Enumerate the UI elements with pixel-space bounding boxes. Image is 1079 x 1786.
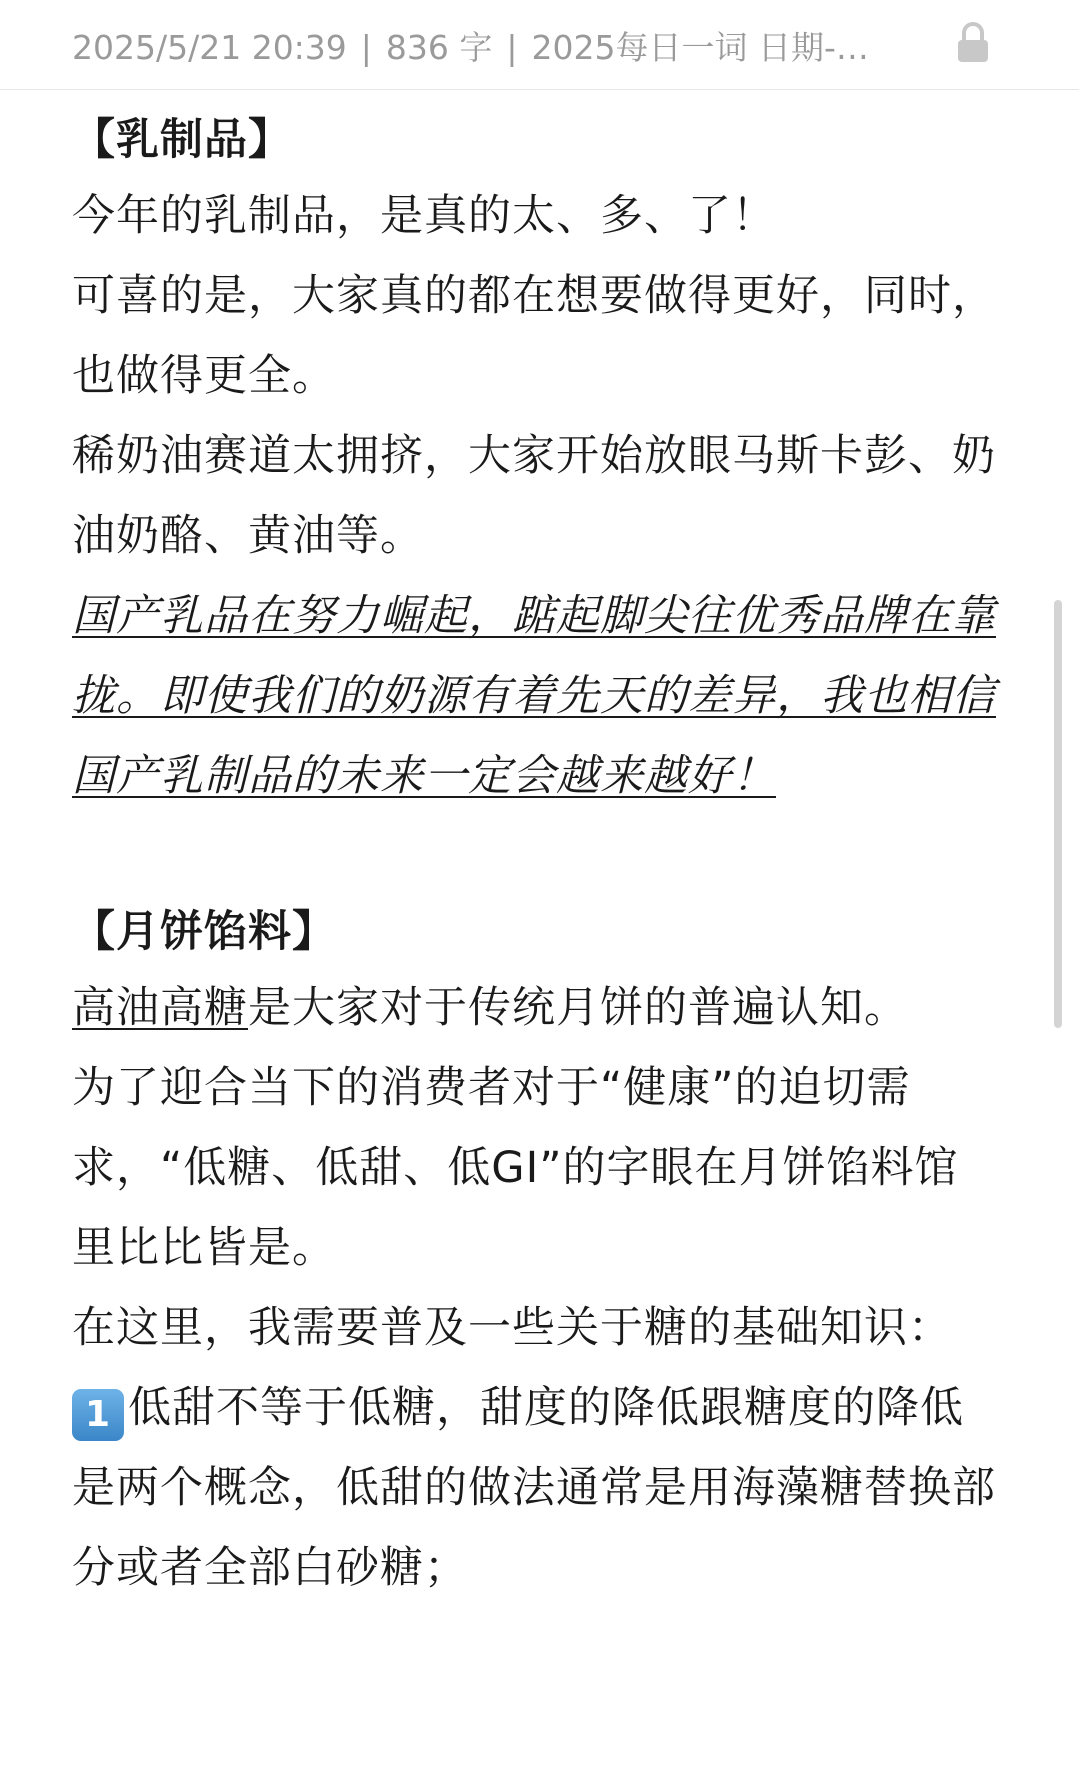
paragraph-text: 是大家对于传统月饼的普遍认知。 <box>248 983 908 1033</box>
collection-link[interactable]: 2025每日一词 日期-… <box>531 28 869 67</box>
paragraph: 今年的乳制品，是真的太、多、了！ <box>72 191 776 241</box>
emphasis-paragraph: 国产乳品在努力崛起，踮起脚尖往优秀品牌在靠拢。即使我们的奶源有着先天的差异，我也相信国产乳制品的未来一定会越来越好！ <box>72 591 996 801</box>
keycap-number-icon: 1 <box>72 1389 124 1441</box>
paragraph: 可喜的是，大家真的都在想要做得更好，同时，也做得更全。 <box>72 271 996 401</box>
article-meta-bar <box>0 0 1079 90</box>
article-meta-text <box>72 22 869 69</box>
section-title-dairy: 【乳制品】 <box>72 115 292 165</box>
paragraph <box>72 968 1002 1048</box>
word-count: 836 字 <box>385 28 493 67</box>
blank-line <box>72 816 1002 896</box>
underlined-phrase: 高油高糖 <box>72 983 248 1033</box>
article-body <box>72 104 1002 1608</box>
list-item <box>72 1368 1002 1608</box>
meta-separator: | <box>506 28 518 67</box>
meta-separator: | <box>360 28 372 67</box>
paragraph: 为了迎合当下的消费者对于“健康”的迫切需求，“低糖、低甜、低GI”的字眼在月饼馅料馆里比比皆是。 <box>72 1063 959 1273</box>
publish-date: 2025/5/21 20:39 <box>72 28 347 67</box>
list-item-text: 低甜不等于低糖，甜度的降低跟糖度的降低是两个概念，低甜的做法通常是用海藻糖替换部分或者全部白砂糖； <box>72 1383 996 1593</box>
scrollbar-thumb[interactable] <box>1054 600 1062 1028</box>
lock-icon[interactable] <box>956 22 990 64</box>
section-title-mooncake: 【月饼馅料】 <box>72 907 336 957</box>
paragraph: 稀奶油赛道太拥挤，大家开始放眼马斯卡彭、奶油奶酪、黄油等。 <box>72 431 996 561</box>
paragraph: 在这里，我需要普及一些关于糖的基础知识： <box>72 1303 952 1353</box>
